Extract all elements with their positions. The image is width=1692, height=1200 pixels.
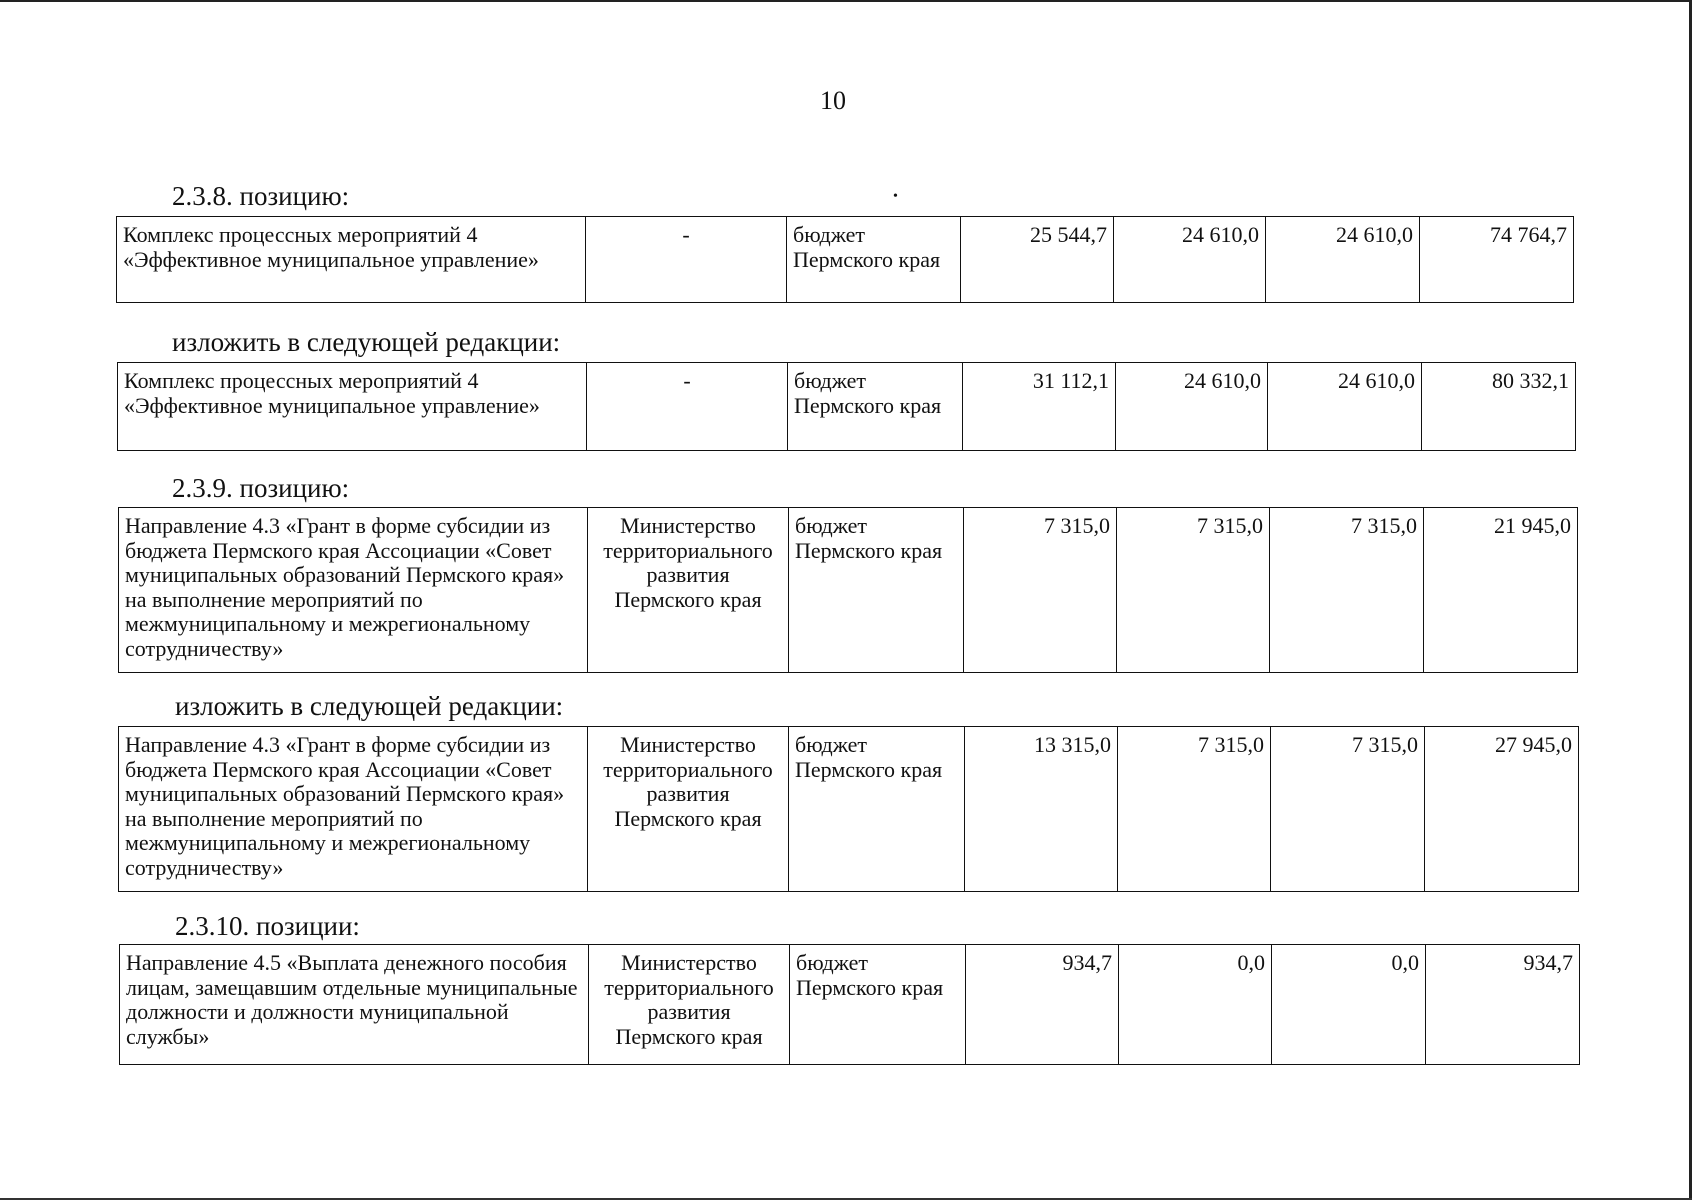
position-name: Комплекс процессных мероприятий 4 «Эффективное муниципальное управление» xyxy=(118,363,587,451)
value-total: 80 332,1 xyxy=(1422,363,1576,451)
executor-cell: - xyxy=(586,217,787,303)
budget-table xyxy=(118,726,1579,892)
funding-source-cell: бюджет Пермского края xyxy=(790,945,966,1065)
position-name: Направление 4.3 «Грант в форме субсидии из бюджета Пермского края Ассоциации «Совет муниципальных образований Пермского края» на выполнение мероприятий по межмуниципальному и межрегиональному сотрудничеству» xyxy=(119,508,588,673)
position-name: Направление 4.5 «Выплата денежного пособия лицам, замещавшим отдельные муниципальные должности и должности муниципальной службы» xyxy=(120,945,589,1065)
value-year-3: 0,0 xyxy=(1272,945,1426,1065)
value-year-1: 7 315,0 xyxy=(964,508,1117,673)
value-year-3: 24 610,0 xyxy=(1266,217,1420,303)
value-total: 21 945,0 xyxy=(1424,508,1578,673)
scan-edge-top xyxy=(0,0,1692,2)
value-year-2: 24 610,0 xyxy=(1116,363,1268,451)
value-year-1: 25 544,7 xyxy=(961,217,1114,303)
value-year-2: 7 315,0 xyxy=(1118,727,1271,892)
value-year-2: 0,0 xyxy=(1119,945,1272,1065)
position-name: Комплекс процессных мероприятий 4 «Эффективное муниципальное управление» xyxy=(117,217,586,303)
value-year-1: 31 112,1 xyxy=(963,363,1116,451)
executor-cell: Министерство территориального развития Пермского края xyxy=(588,727,789,892)
table-row xyxy=(118,363,1576,451)
executor-cell: - xyxy=(587,363,788,451)
budget-table xyxy=(117,362,1576,451)
table-row xyxy=(120,945,1580,1065)
executor-cell: Министерство территориального развития Пермского края xyxy=(589,945,790,1065)
funding-source-cell: бюджет Пермского края xyxy=(789,727,965,892)
position-name: Направление 4.3 «Грант в форме субсидии из бюджета Пермского края Ассоциации «Совет муниципальных образований Пермского края» на выполнение мероприятий по межмуниципальному и межрегиональному сотрудничеству» xyxy=(119,727,588,892)
value-year-3: 7 315,0 xyxy=(1270,508,1424,673)
section-heading: изложить в следующей редакции: xyxy=(172,327,561,357)
value-year-1: 934,7 xyxy=(966,945,1119,1065)
section-heading: 2.3.9. позицию: xyxy=(172,473,350,503)
section-heading: 2.3.10. позиции: xyxy=(175,911,360,941)
section-heading: 2.3.8. позицию: xyxy=(172,181,350,211)
table-row xyxy=(117,217,1574,303)
value-year-3: 24 610,0 xyxy=(1268,363,1422,451)
funding-source-cell: бюджет Пермского края xyxy=(788,363,963,451)
section-heading: изложить в следующей редакции: xyxy=(175,691,564,721)
budget-table xyxy=(116,216,1574,303)
value-total: 74 764,7 xyxy=(1420,217,1574,303)
table-row xyxy=(119,727,1579,892)
value-year-1: 13 315,0 xyxy=(965,727,1118,892)
funding-source-cell: бюджет Пермского края xyxy=(789,508,964,673)
budget-table xyxy=(119,944,1580,1065)
budget-table xyxy=(118,507,1578,673)
funding-source-cell: бюджет Пермского края xyxy=(787,217,961,303)
scan-speck: • xyxy=(893,189,898,204)
value-total: 27 945,0 xyxy=(1425,727,1579,892)
page-number: 10 xyxy=(820,86,846,115)
value-year-2: 24 610,0 xyxy=(1114,217,1266,303)
table-row xyxy=(119,508,1578,673)
value-total: 934,7 xyxy=(1426,945,1580,1065)
value-year-2: 7 315,0 xyxy=(1117,508,1270,673)
executor-cell: Министерство территориального развития Пермского края xyxy=(588,508,789,673)
value-year-3: 7 315,0 xyxy=(1271,727,1425,892)
